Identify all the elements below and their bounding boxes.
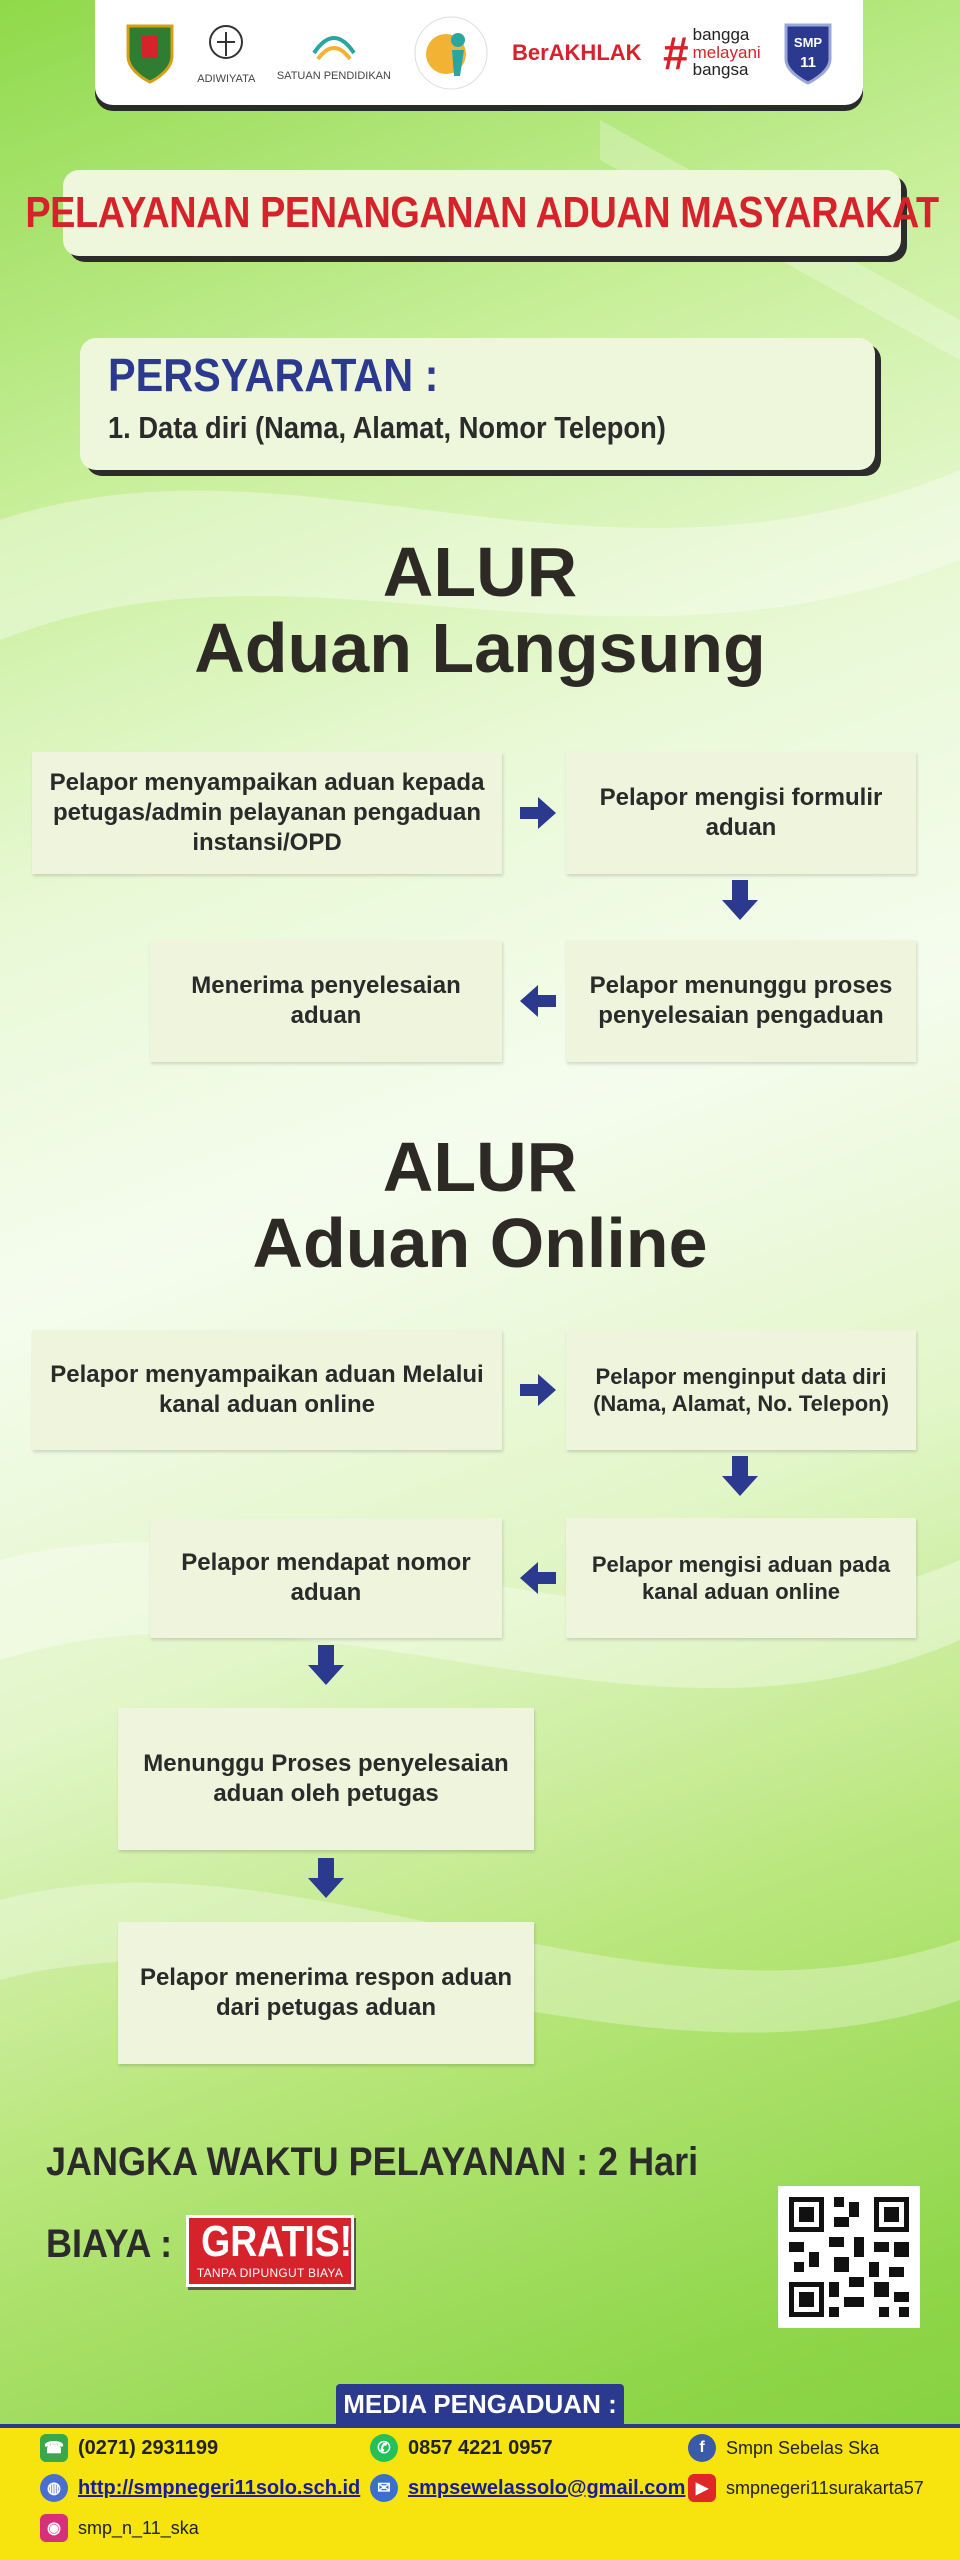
contact-phone[interactable]: [40, 2434, 218, 2462]
requirements-box: [80, 338, 875, 470]
instagram-icon: ◉: [40, 2514, 68, 2542]
satuan-pendidikan-text: SATUAN PENDIDIKAN: [276, 70, 391, 82]
smp-11-logo: [782, 18, 834, 88]
satuan-pendidikan-logo: [277, 18, 391, 88]
direct-step-3: Pelapor menunggu proses penyelesaian pengaduan: [566, 940, 916, 1062]
email-icon: ✉: [370, 2474, 398, 2502]
berakhlak-logo: [512, 18, 642, 88]
adiwiyata-logo: [197, 18, 255, 88]
facebook-icon: f: [688, 2434, 716, 2462]
contact-whatsapp[interactable]: [370, 2434, 553, 2462]
logo-bar: [95, 0, 863, 105]
contact-youtube[interactable]: [688, 2474, 924, 2502]
online-flow-title-line2: Aduan Online: [252, 1203, 708, 1282]
requirements-heading: PERSYARATAN :: [108, 349, 439, 401]
facebook-text: Smpn Sebelas Ska: [726, 2437, 880, 2458]
online-step-6: Pelapor menerima respon aduan dari petugas aduan: [118, 1922, 534, 2064]
youtube-text: smpnegeri11surakarta57: [726, 2477, 924, 2498]
bangga-word: bangga: [692, 24, 750, 44]
arrow-left-icon: [518, 1558, 558, 1598]
online-flow-title-line1: ALUR: [382, 1128, 578, 1206]
direct-step-2: Pelapor mengisi formulir aduan: [566, 752, 916, 874]
gratis-badge: [186, 2215, 354, 2287]
arrow-down-icon: [306, 1858, 346, 1898]
direct-step-1: Pelapor menyampaikan aduan kepada petugas/admin pelayanan pengaduan instansi/OPD: [32, 752, 502, 874]
title-banner: [25, 170, 939, 256]
requirements-item: 1. Data diri (Nama, Alamat, Nomor Telepon): [108, 410, 666, 445]
media-pengaduan-label: MEDIA PENGADUAN :: [336, 2384, 624, 2424]
cost-label: BIAYA :: [46, 2222, 173, 2266]
youtube-icon: ▶: [688, 2474, 716, 2502]
email-link[interactable]: smpsewelassolo@gmail.com: [408, 2476, 686, 2499]
berakhlak-text: BerAKHLAK: [511, 39, 642, 65]
contact-website[interactable]: [40, 2474, 360, 2502]
smp-text: SMP: [794, 34, 823, 50]
service-time: JANGKA WAKTU PELAYANAN : 2 Hari: [46, 2140, 699, 2184]
whatsapp-text: 0857 4221 0957: [408, 2436, 553, 2459]
bangga-melayani-bangsa-logo: # bangga melayani bangsa: [663, 24, 761, 80]
gratis-subtext: TANPA DIPUNGUT BIAYA: [196, 2266, 344, 2280]
online-step-4: Pelapor mendapat nomor aduan: [150, 1518, 502, 1638]
contact-email[interactable]: [370, 2474, 685, 2502]
adiwiyata-text: ADIWIYATA: [197, 73, 256, 85]
online-step-2: Pelapor menginput data diri (Nama, Alamat, No. Telepon): [566, 1330, 916, 1450]
online-flow-title: [0, 1130, 960, 1281]
smp-number: 11: [800, 53, 817, 71]
phone-icon: ☎: [40, 2434, 68, 2462]
bangsa-word: bangsa: [692, 60, 749, 80]
contact-facebook[interactable]: [688, 2434, 879, 2462]
phone-text: (0271) 2931199: [78, 2436, 219, 2459]
direct-flow-title-line2: Aduan Langsung: [194, 608, 766, 687]
globe-icon: ◍: [40, 2474, 68, 2502]
arrow-right-icon: [518, 1370, 558, 1410]
website-link[interactable]: http://smpnegeri11solo.sch.id: [78, 2476, 361, 2499]
online-step-5: Menunggu Proses penyelesaian aduan oleh petugas: [118, 1708, 534, 1850]
instagram-text: smp_n_11_ska: [78, 2517, 199, 2538]
online-step-3: Pelapor mengisi aduan pada kanal aduan online: [566, 1518, 916, 1638]
contact-instagram[interactable]: [40, 2514, 199, 2542]
whatsapp-icon: ✆: [370, 2434, 398, 2462]
arrow-down-icon: [720, 1456, 760, 1496]
arrow-down-icon: [306, 1645, 346, 1685]
gratis-text: GRATIS!: [201, 2217, 353, 2266]
ramah-anak-logo: [412, 18, 490, 88]
direct-flow-title: [0, 535, 960, 686]
melayani-word: melayani: [692, 42, 761, 62]
arrow-down-icon: [720, 880, 760, 920]
direct-flow-title-line1: ALUR: [382, 533, 578, 611]
arrow-right-icon: [518, 793, 558, 833]
page-title: PELAYANAN PENANGANAN ADUAN MASYARAKAT: [25, 188, 939, 237]
surakarta-emblem-logo: [124, 18, 176, 88]
direct-step-4: Menerima penyelesaian aduan: [150, 940, 502, 1062]
qr-code: [778, 2186, 920, 2328]
arrow-left-icon: [518, 981, 558, 1021]
online-step-1: Pelapor menyampaikan aduan Melalui kanal aduan online: [32, 1330, 502, 1450]
